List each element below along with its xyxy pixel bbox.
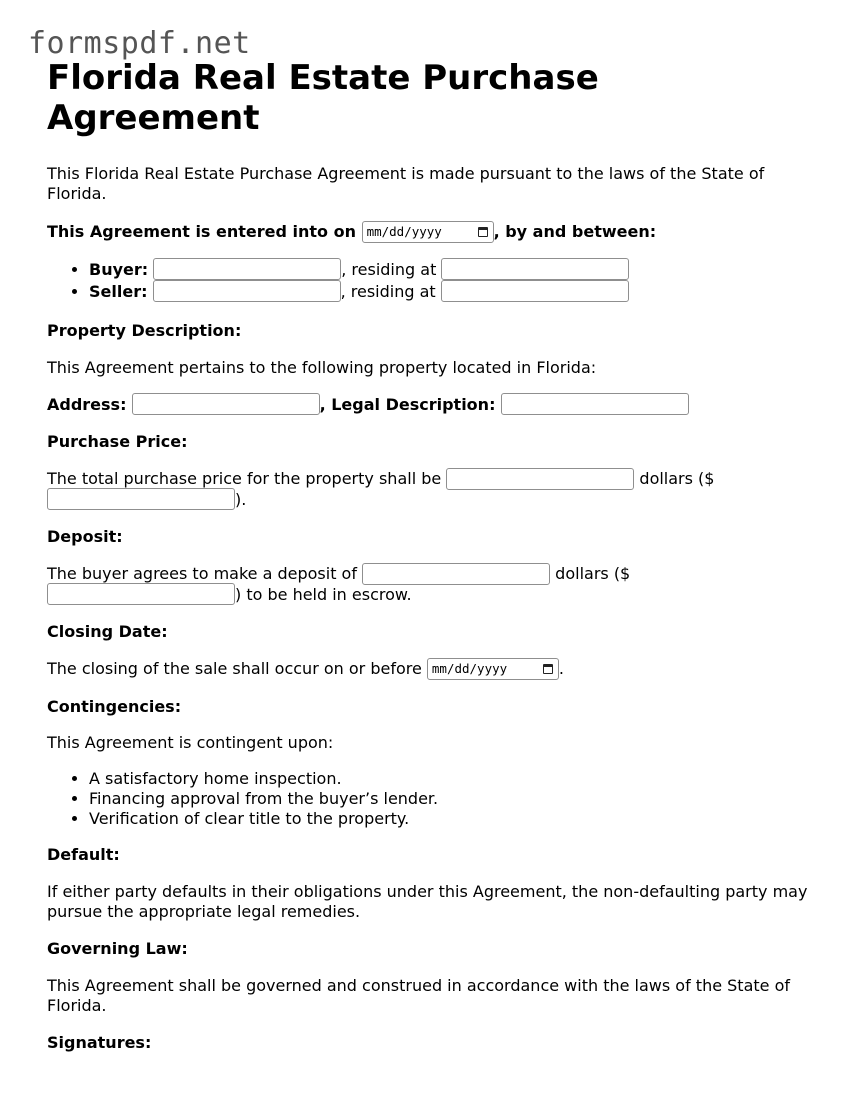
buyer-residing-label: , residing at [341,259,437,279]
buyer-address-input[interactable] [441,258,629,280]
deposit-amount-input[interactable] [47,583,235,605]
signatures-heading: Signatures: [47,1032,152,1052]
deposit-words-input[interactable] [362,563,550,585]
price-text [47,469,817,510]
default-text: If either party defaults in their obligations under this Agreement, the non-defaulting party may pursue the appropriate legal remedies. [47,881,808,921]
list-item: • Verification of clear title to the property. [89,809,817,829]
list-item [89,259,817,281]
buyer-name-input[interactable] [153,258,341,280]
governing-law-heading: Governing Law: [47,938,188,958]
page-title: Florida Real Estate Purchase Agreement [47,58,599,138]
property-text: This Agreement pertains to the following property located in Florida: [47,357,597,377]
governing-law-text: This Agreement shall be governed and construed in accordance with the laws of the State of Florida. [47,975,791,1015]
document-page [47,58,817,1053]
legal-description-input[interactable] [501,393,689,415]
contingencies-list [47,769,817,829]
agreement-date-placeholder: mm/dd/yyyy [366,223,442,239]
deposit-dollars-label: dollars ($ [555,564,631,583]
price-text-after: ). [235,489,247,509]
seller-residing-label: , residing at [340,281,436,301]
price-amount-input[interactable] [47,488,235,510]
watermark: formspdf.net [28,26,251,61]
intro-paragraph: This Florida Real Estate Purchase Agreement is made pursuant to the laws of the State of Florida. [47,164,765,203]
closing-text-after: . [558,659,564,678]
default-heading: Default: [47,844,120,864]
list-item: • Financing approval from the buyer’s lender. [89,789,817,809]
list-item [89,281,817,303]
calendar-icon[interactable] [543,664,553,674]
deposit-heading: Deposit: [47,527,123,546]
property-heading: Property Description: [47,320,242,340]
seller-address-input[interactable] [441,280,629,302]
property-address-input[interactable] [132,393,320,415]
agreement-date-suffix: , by and between: [493,222,657,241]
agreement-date-prefix: This Agreement is entered into on [47,222,356,241]
closing-date-input[interactable] [427,658,559,680]
buyer-label: Buyer: [89,259,149,279]
calendar-icon[interactable] [478,227,488,237]
price-words-input[interactable] [446,468,634,490]
deposit-text [47,564,817,605]
property-fields-line [47,395,817,416]
seller-label: Seller: [89,281,148,301]
contingencies-text: This Agreement is contingent upon: [47,732,334,752]
agreement-date-input[interactable] [362,221,494,243]
closing-heading: Closing Date: [47,622,168,641]
deposit-text-after: ) to be held in escrow. [235,584,412,604]
agreement-date-line [47,222,817,243]
closing-text-before: The closing of the sale shall occur on or before [47,659,422,678]
deposit-text-before: The buyer agrees to make a deposit of [47,564,357,583]
address-label: Address: [47,394,127,414]
price-dollars-label: dollars ($ [639,469,715,488]
price-text-before: The total purchase price for the property shall be [47,469,442,488]
closing-text [47,659,817,680]
parties-list [47,259,817,303]
price-heading: Purchase Price: [47,432,188,451]
closing-date-placeholder: mm/dd/yyyy [431,660,508,676]
list-item: • A satisfactory home inspection. [89,769,817,789]
seller-name-input[interactable] [153,280,341,302]
legal-description-label: , Legal Description: [319,394,496,414]
contingencies-heading: Contingencies: [47,696,182,716]
